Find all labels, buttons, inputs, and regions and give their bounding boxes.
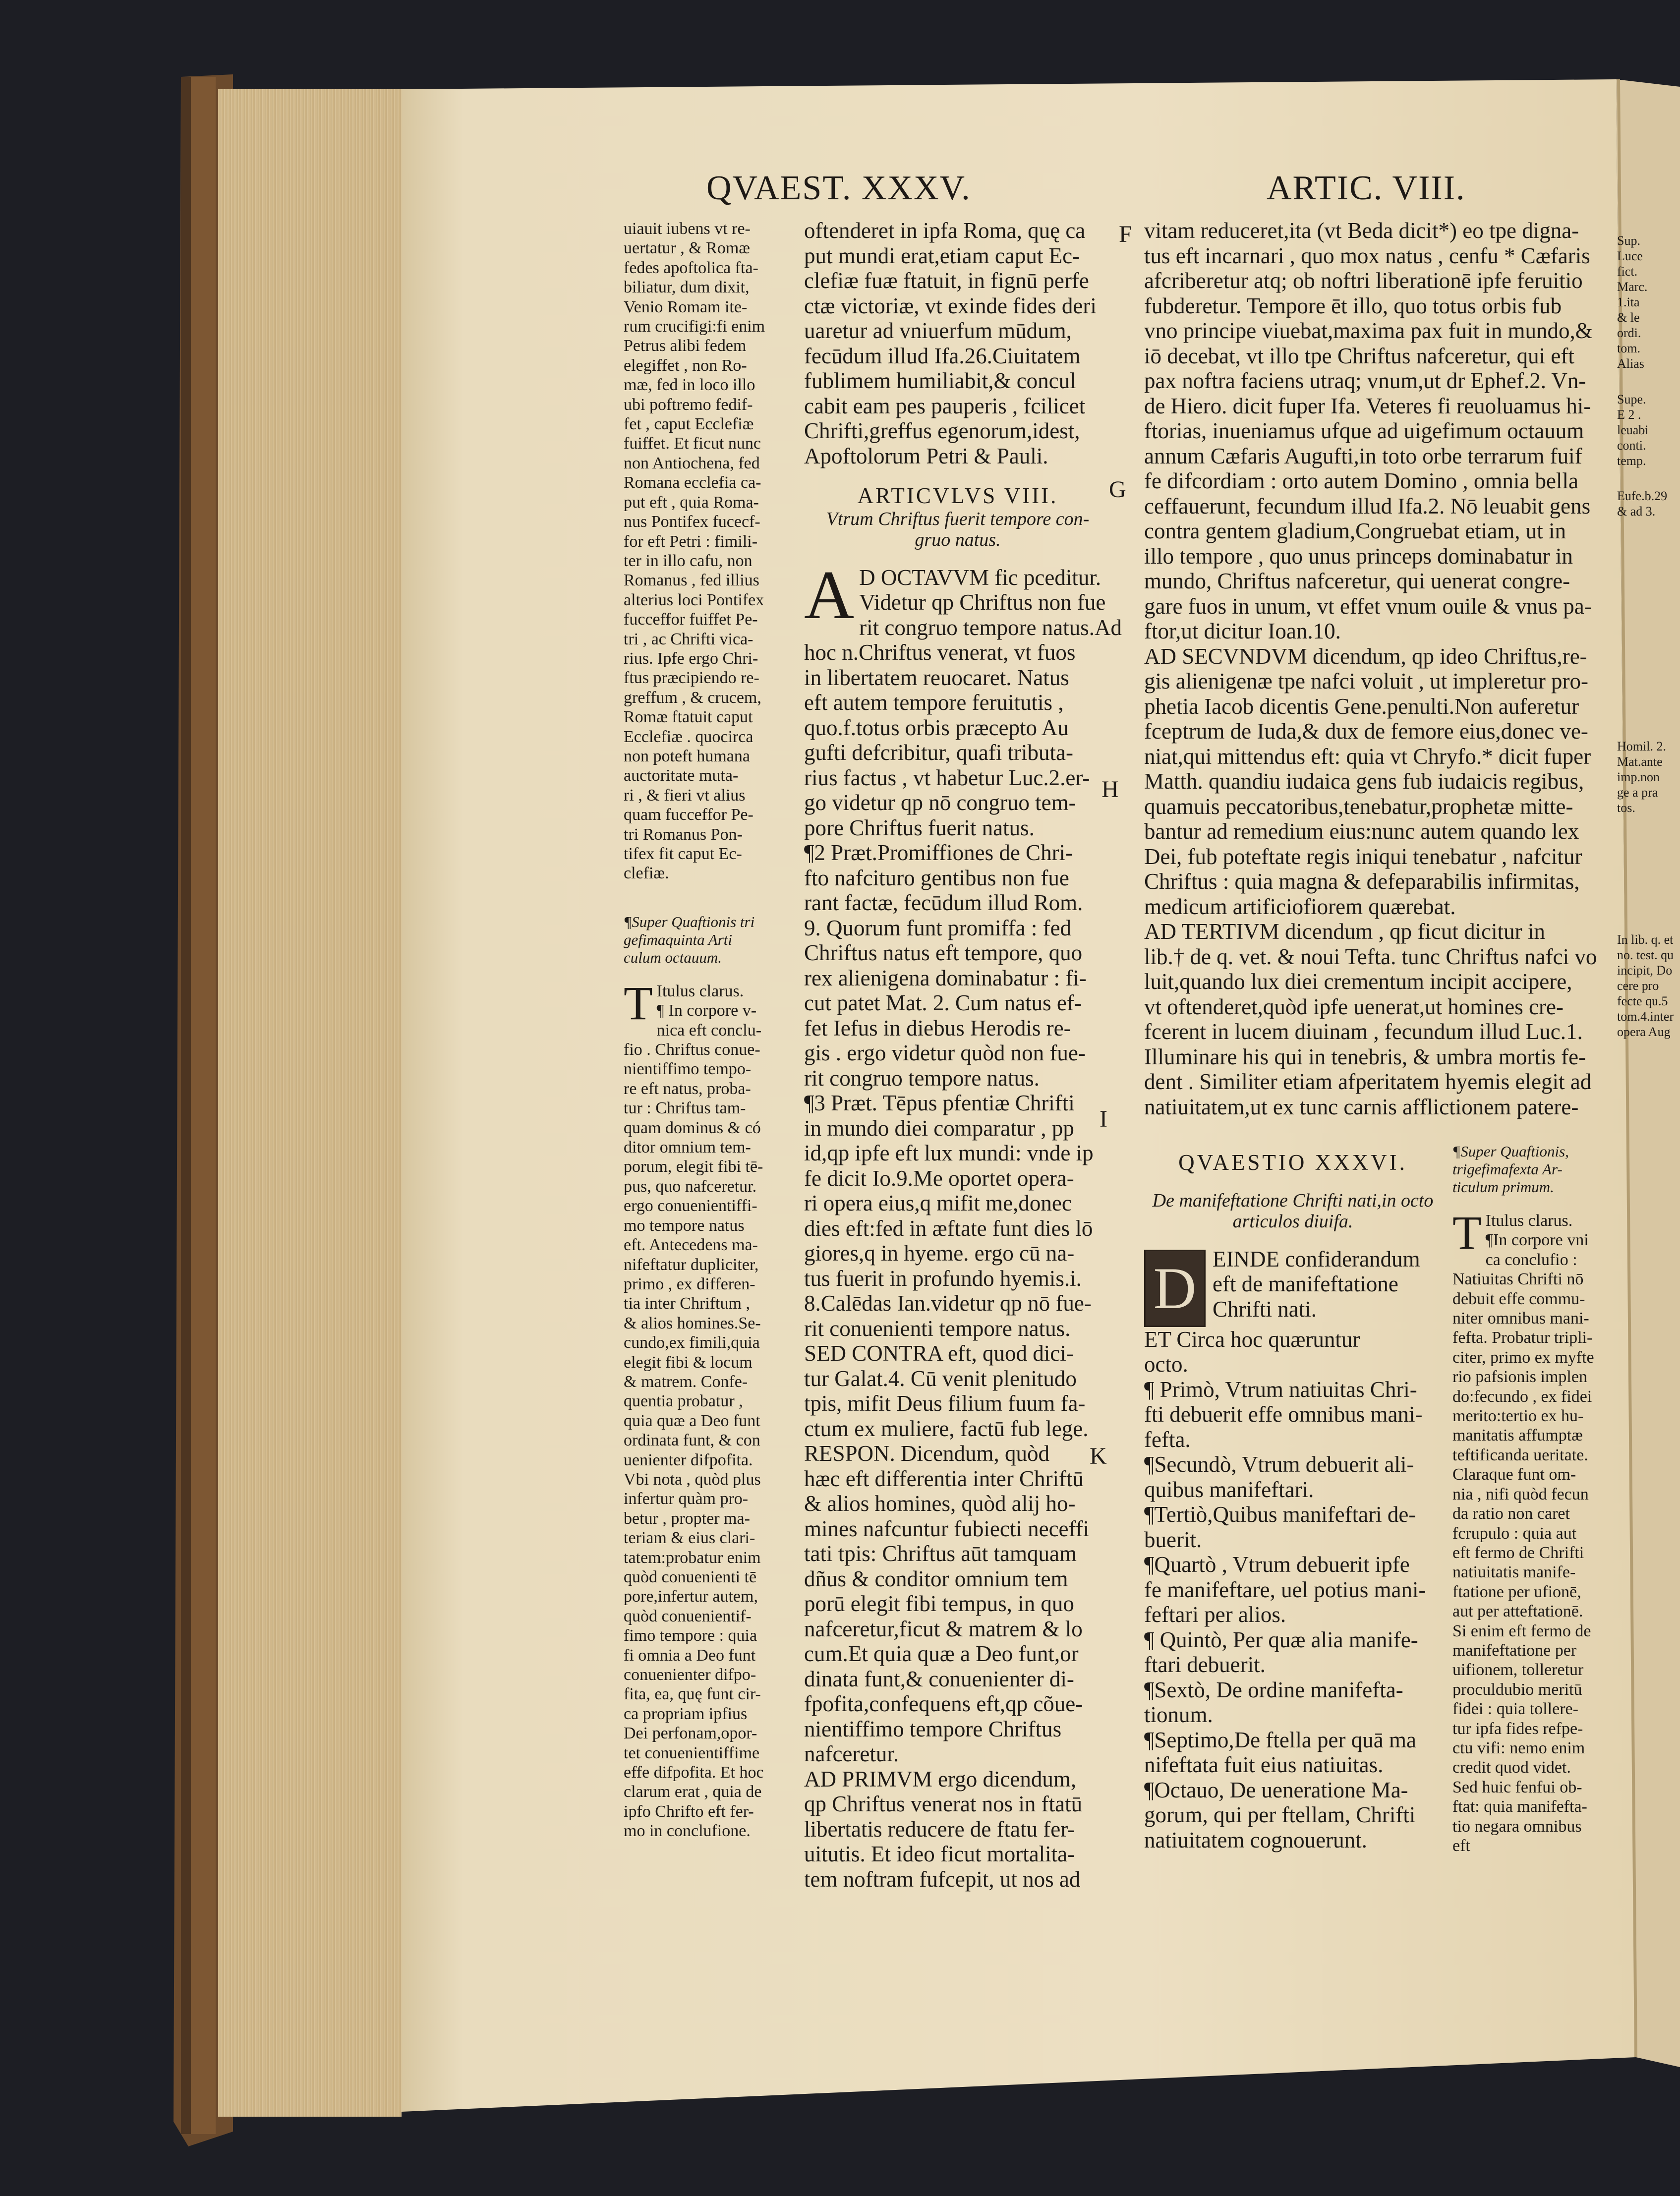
- right-gloss-dropcap: T: [1452, 1206, 1482, 1259]
- left-gloss-dropcap: T: [624, 976, 653, 1030]
- left-gloss-text-1: uiauit iubens vt re- uertatur , & Romæ fedes apoftolica fta- biliatur, dum dixit, Venio Romam ite- rum crucifigi:fi enim Petrus alibi fedem elegiffet , non Ro- mæ, fed in loco illo ubi poftremo fedif- fet , caput Ecclefiæ fuiffet. Et ficut nunc non Antiochena, fed Romana ecclefia ca- put eft , quia Roma- nus Pontifex fucecf- for eft Petri : fimili- ter in illo cafu, non Romanus , fed illius alterius loci Pontifex fucceffor fuiffet Pe- tri , ac Chrifti vica- rius. Ipfe ergo Chri- ftus præcipiendo re- greffum , & crucem, Romæ ftatuit caput Ecclefiæ . quocirca non poteft humana auctoritate muta- ri , & fieri vt alius quam fucceffor Pe- tri Romanus Pon- tifex fit caput Ec- clefiæ.: [624, 220, 765, 883]
- article-dropcap: A: [804, 556, 855, 634]
- running-header-left: QVAEST. XXXV.: [706, 169, 971, 207]
- left-gloss-heading: ¶Super Quaftionis tri gefimaquinta Arti culum octauum.: [624, 913, 755, 966]
- edge-notes-4: Homil. 2. Mat.ante imp.non ge a pra tos.: [1617, 739, 1666, 815]
- edge-notes-3: Eufe.b.29 & ad 3.: [1617, 489, 1668, 519]
- article-title: ARTICVLVS VIII.: [857, 483, 1058, 508]
- main-column-right: [1144, 218, 1610, 1119]
- margin-letter-f: F: [1119, 221, 1132, 247]
- main-column-left: [804, 218, 1122, 1892]
- ornate-initial: D: [1144, 1250, 1206, 1327]
- margin-letter-i: I: [1100, 1106, 1107, 1132]
- margin-letter-g: G: [1109, 476, 1126, 503]
- quaestio-intro: D EINDE confiderandum eft de manifeftatione Chrifti nati.: [1144, 1247, 1442, 1322]
- article-question: Vtrum Chriftus fuerit tempore con- gruo natus.: [826, 508, 1090, 550]
- right-gloss-heading: ¶Super Quaftionis, trigefimafexta Ar- ticulum primum.: [1452, 1143, 1569, 1196]
- quaestio-subtitle: De manifeftatione Chrifti nati,in octo articulos diuifa.: [1152, 1190, 1434, 1232]
- left-gloss-column: [624, 219, 787, 1841]
- quaestio-title: QVAESTIO XXXVI.: [1178, 1150, 1407, 1175]
- right-gloss-text: T Itulus clarus. ¶In corpore vni ca conclufio : Natiuitas Chrifti nō debuit effe commu- niter omnibus mani- fefta. Probatur tripli- citer, primo ex myfte rio pafsionis implen do:fecundo , ex fidei merito:tertio ex hu- manitatis affumptæ teftificanda ueritate. Claraque funt om- nia , nifi quòd fecun da ratio non caret fcrupulo : quia aut eft fermo de Chrifti natiuitatis manife- ftatione per ufionē, aut per atteftationē. Si enim eft fermo de manifeftatione per uifionem, tolleretur proculdubio meritū fidei : quia tollere- tur ipfa fides refpe- ctu vifi: nemo enim credit quod videt. Sed huic fenfui ob- ftat: quia manifefta- tio negara omnibus eft: [1452, 1206, 1594, 1855]
- right-gloss-column: [1452, 1143, 1611, 1855]
- edge-notes-1: Sup. Luce fict. Marc. 1.ita & le ordi. tom. Alias: [1617, 233, 1648, 371]
- edge-notes-2: Supe. E 2 . leuabi conti. temp.: [1617, 392, 1649, 468]
- quaestio-block: [1144, 1150, 1442, 1852]
- col2-text-2: A D OCTAVVM fic pceditur. Videtur qp Chriftus non fue rit congruo tempore natus.Ad hoc n.Chriftus venerat, vt fuos in libertatem reuocaret. Natus eft autem tempore feruitutis , quo.f.totus orbis præcepto Au gufti defcribitur, quafi tributa- rius factus , vt habetur Luc.2.er- go videtur qp nō congruo tem- pore Chriftus fuerit natus. ¶2 Præt.Promiffiones de Chri- fto nafcituro gentibus non fue rant factæ, fecūdum illud Rom. 9. Quorum funt promiffa : fed Chriftus natus eft tempore, quo rex alienigena dominabatur : fi- cut patet Mat. 2. Cum natus ef- fet Iefus in diebus Herodis re- gis . ergo videtur quòd non fue- rit congruo tempore natus. ¶3 Præt. Tēpus pfentiæ Chrifti in mundo diei comparatur , pp id,qp ipfe eft lux mundi: vnde ip fe dicit Io.9.Me oportet opera- ri opera eius,q mifit me,donec dies eft:fed in æftate funt dies lō giores,q in hyeme. ergo cū na- tus fuerit in profundo hyemis.i. 8.Calēdas Ian.videtur qp nō fue- rit conuenienti tempore natus. SED CONTRA eft, quod dici- tur Galat.4. Cū venit plenitudo tpis, mifit Deus filium fuum fa- ctum ex muliere, factū fub lege. RESPON. Dicendum, quòd hæc eft differentia inter Chriftū & alios homines, quòd alij ho- mines nafcuntur fubiecti neceffi tati tpis: Chriftus aūt tamquam dñus & conditor omnium tem porū elegit fibi tempus, in quo nafceretur,ficut & matrem & lo cum.Et quia quæ a Deo funt,or dinata funt,& conuenienter di- fpofita,confequens eft,qp cõue- nientiffimo tempore Chriftus nafceretur. AD PRIMVM ergo dicendum, qp Chriftus venerat nos in ftatū libertatis reducere de ftatu fer- uitutis. Et ideo ficut mortalita- tem noftram fufcepit, ut nos ad: [804, 556, 1122, 1892]
- col2-text-1: oftenderet in ipfa Roma, quę ca put mundi erat,etiam caput Ec- clefiæ fuæ ftatuit, in fignū perfe ctæ victoriæ, vt exinde fides deri uaretur ad vniuerfum mūdum, fecūdum illud Ifa.26.Ciuitatem fublimem humiliabit,& concul cabit eam pes pauperis , fcilicet Chrifti,greffus egenorum,idest, Apoftolorum Petri & Pauli.: [804, 218, 1097, 468]
- margin-letter-h: H: [1101, 776, 1119, 803]
- running-header-right: ARTIC. VIII.: [1267, 169, 1466, 207]
- edge-notes-5: In lib. q. et no. test. qu incipit, Do cere pro fecte qu.5 tom.4.inter opera Aug: [1617, 932, 1674, 1039]
- left-gloss-text-2: T Itulus clarus. ¶ In corpore v- nica eft conclu- fio . Chriftus conue- nientiffimo tempo- re eft natus, proba- tur : Chriftus tam- quam dominus & có ditor omnium tem- porum, elegit fibi tē- pus, quo nafceretur. ergo conuenientiffi- mo tempore natus eft. Antecedens ma- nifeftatur dupliciter, primo , ex differen- tia inter Chriftum , & alios homines.Se- cundo,ex fimili,quia elegit fibi & locum & matrem. Confe- quentia probatur , quia quæ a Deo funt ordinata funt, & con uenienter difpofita. Vbi nota , quòd plus infertur quàm pro- betur , propter ma- teriam & eius clari- tatem:probatur enim quòd conuenienti tē pore,infertur autem, quòd conuenientif- fimo tempore : quia fi omnia a Deo funt conuenienter difpo- fita, ea, quę funt cir- ca propriam ipfius Dei perfonam,opor- tet conuenientiffime effe difpofita. Et hoc clarum erat , quia de ipfo Chrifto eft fer- mo in conclufione.: [624, 976, 764, 1841]
- quaestio-article-list: ET Circa hoc quæruntur octo. ¶ Primò, Vtrum natiuitas Chri- fti debuerit effe omnibus mani- fefta. ¶Secundò, Vtrum debuerit ali- quibus manifeftari. ¶Tertiò,Quibus manifeftari de- buerit. ¶Quartò , Vtrum debuerit ipfe fe manifeftare, uel potius mani- feftari per alios. ¶ Quintò, Per quæ alia manife- ftari debuerit. ¶Sextò, De ordine manifefta- tionum. ¶Septimo,De ftella per quā ma nifeftata fuit eius natiuitas. ¶Octauo, De ueneratione Ma- gorum, qui per ftellam, Chrifti natiuitatem cognouerunt.: [1144, 1327, 1426, 1852]
- margin-letter-k: K: [1090, 1443, 1107, 1469]
- col3-text-1: vitam reduceret,ita (vt Beda dicit*) eo tpe digna- tus eft incarnari , quo mox natus , cenfu * Cæfaris afcriberetur atq; ob noftri liberationē ipfe feruitio fubderetur. Tempore ēt illo, quo totus orbis fub vno principe viuebat,maxima pax fuit in mundo,& iō decebat, vt illo tpe Chriftus nafceretur, qui eft pax noftra faciens utraq; vnum,ut dr Ephef.2. Vn- de Hiero. dicit fuper Ifa. Veteres fi reuoluamus hi- ftorias, inueniamus ufque ad uigefimum octauum annum Cæfaris Augufti,in toto orbe terrarum fuif fe difcordiam : orto autem Domino , omnia bella ceffauerunt, fecundum illud Ifa.2. Nō leuabit gens contra gentem gladium,Congruebat etiam, ut in illo tempore , quo unus princeps dominabatur in mundo, Chriftus nafceretur, qui uenerat congre- gare fuos in unum, vt effet vnum ouile & vnus pa- ftor,ut dicitur Ioan.10. AD SECVNDVM dicendum, qp ideo Chriftus,re- gis alienigenæ tpe nafci voluit , ut impleretur pro- phetia Iacob dicentis Gene.penulti.Non auferetur fceptrum de Iuda,& dux de femore eius,donec ve- niat,qui mittendus eft: quia vt Chryfo.* dicit fuper Matth. quandiu iudaica gens fub iudaicis regibus, quamuis peccatoribus,tenebatur,prophetæ mitte- bantur ad remedium eius:nunc autem quando lex Dei, fub poteftate regis iniqui tenebatur , nafcitur Chriftus : quia magna & defeparabilis infirmitas, medicum artificiofiorem quærebat. AD TERTIVM dicendum , qp ficut dicitur in lib.† de q. vet. & noui Tefta. tunc Chriftus nafci vo luit,quando lux diei crementum incipit accipere, vt oftenderet,quòd ipfe uenerat,ut homines cre- fcerent in lucem diuinam , fecundum illud Luc.1. Illuminare his qui in tenebris, & umbra mortis fe- dent . Similiter etiam afperitatem hyemis elegit ad natiuitatem,ut ex tunc carnis afflictionem patere-: [1144, 218, 1597, 1119]
